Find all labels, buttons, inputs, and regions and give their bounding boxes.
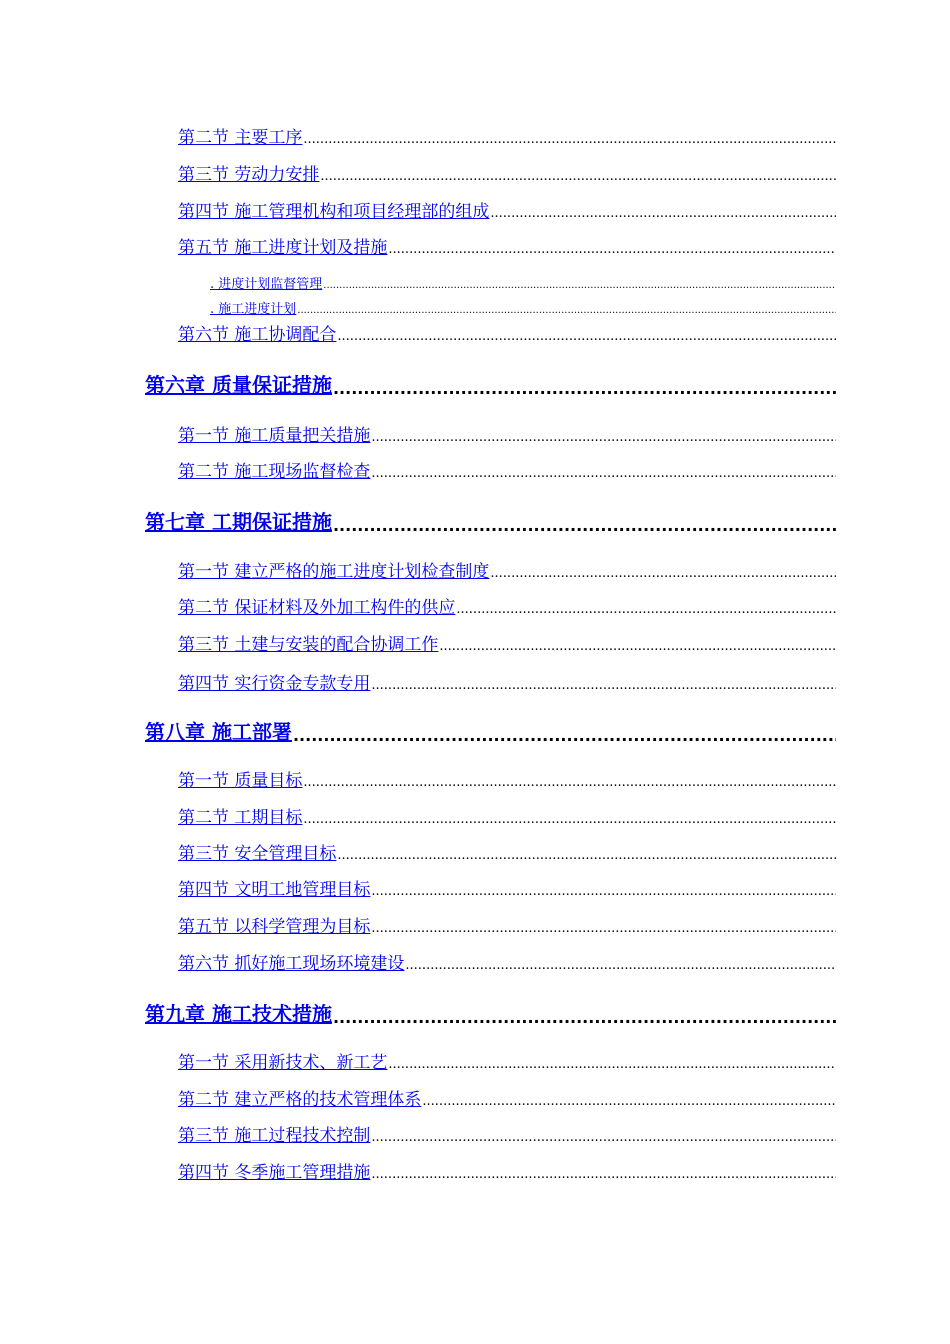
toc-entry-label: 第六节 抓好施工现场环境建设 [178,954,405,974]
dot-leader [371,430,836,446]
toc-section-link[interactable] [178,876,836,900]
dot-leader [371,678,836,694]
toc-entry-label: 第二节 保证材料及外加工构件的供应 [178,598,456,618]
toc-entry-label: 第二节 建立严格的技术管理体系 [178,1090,422,1110]
toc-chapter-link[interactable] [145,717,836,745]
toc-entry-label: 第四节 冬季施工管理措施 [178,1163,371,1183]
toc-entry-label: 第一节 建立严格的施工进度计划检查制度 [178,562,490,582]
dot-leader [371,466,836,482]
toc-section-link[interactable] [178,840,836,864]
toc-entry-label: 第九章 施工技术措施 [145,1002,332,1026]
toc-entry-label: 第五节 以科学管理为目标 [178,917,371,937]
dot-leader [337,329,836,345]
toc-entry-label: 第三节 劳动力安排 [178,165,320,185]
toc-section-link[interactable] [178,1049,836,1073]
dot-leader [490,206,836,222]
toc-entry-label: 第五节 施工进度计划及措施 [178,238,388,258]
toc-entry-label: 第六章 质量保证措施 [145,373,332,397]
toc-entry-label: 第三节 土建与安装的配合协调工作 [178,635,439,655]
toc-section-link[interactable] [178,1159,836,1183]
toc-chapter-link[interactable] [145,370,836,398]
toc-section-link[interactable] [178,198,836,222]
dot-leader [388,1057,836,1073]
toc-entry-label: 第三节 安全管理目标 [178,844,337,864]
toc-entry-label: 第七章 工期保证措施 [145,510,332,534]
toc-entry-label: . 进度计划监督管理 [210,277,323,292]
toc-entry-label: 第二节 施工现场监督检查 [178,462,371,482]
toc-entry-label: . 施工进度计划 [210,302,297,317]
dot-leader [303,812,836,828]
dot-leader [333,380,836,398]
dot-leader [388,242,836,258]
toc-section-link[interactable] [178,767,836,791]
toc-entry-label: 第八章 施工部署 [145,720,292,744]
toc-section-link[interactable] [178,558,836,582]
dot-leader [303,775,836,791]
toc-section-link[interactable] [178,950,836,974]
toc-entry-label: 第一节 质量目标 [178,771,303,791]
dot-leader [439,639,836,655]
dot-leader [297,305,836,317]
toc-section-link[interactable] [178,631,836,655]
toc-section-link[interactable] [178,458,836,482]
toc-entry-label: 第二节 工期目标 [178,808,303,828]
toc-entry-label: 第三节 施工过程技术控制 [178,1126,371,1146]
dot-leader [371,1130,836,1146]
toc-entry-label: 第四节 文明工地管理目标 [178,880,371,900]
toc-section-link[interactable] [178,161,836,185]
toc-section-link[interactable] [178,670,836,694]
toc-section-link[interactable] [178,124,836,148]
toc-section-link[interactable] [178,1086,836,1110]
dot-leader [337,848,836,864]
toc-section-link[interactable] [178,321,836,345]
dot-leader [293,727,836,745]
toc-section-link[interactable] [178,234,836,258]
toc-entry-label: 第二节 主要工序 [178,128,303,148]
toc-section-link[interactable] [178,804,836,828]
dot-leader [371,884,836,900]
toc-chapter-link[interactable] [145,999,836,1027]
toc-section-link[interactable] [178,1122,836,1146]
dot-leader [333,1009,836,1027]
toc-sub-link[interactable] [210,299,836,317]
toc-section-link[interactable] [178,594,836,618]
dot-leader [490,566,836,582]
toc-section-link[interactable] [178,913,836,937]
dot-leader [405,958,836,974]
dot-leader [456,602,836,618]
dot-leader [422,1094,836,1110]
toc-sub-link[interactable] [210,274,836,292]
toc-chapter-link[interactable] [145,507,836,535]
toc-entry-label: 第六节 施工协调配合 [178,325,337,345]
dot-leader [371,921,836,937]
toc-entry-label: 第四节 实行资金专款专用 [178,674,371,694]
dot-leader [371,1167,836,1183]
toc-entry-label: 第一节 施工质量把关措施 [178,426,371,446]
toc-entry-label: 第一节 采用新技术、新工艺 [178,1053,388,1073]
dot-leader [303,132,836,148]
dot-leader [320,169,836,185]
toc-entry-label: 第四节 施工管理机构和项目经理部的组成 [178,202,490,222]
dot-leader [323,280,836,292]
dot-leader [333,517,836,535]
toc-section-link[interactable] [178,422,836,446]
